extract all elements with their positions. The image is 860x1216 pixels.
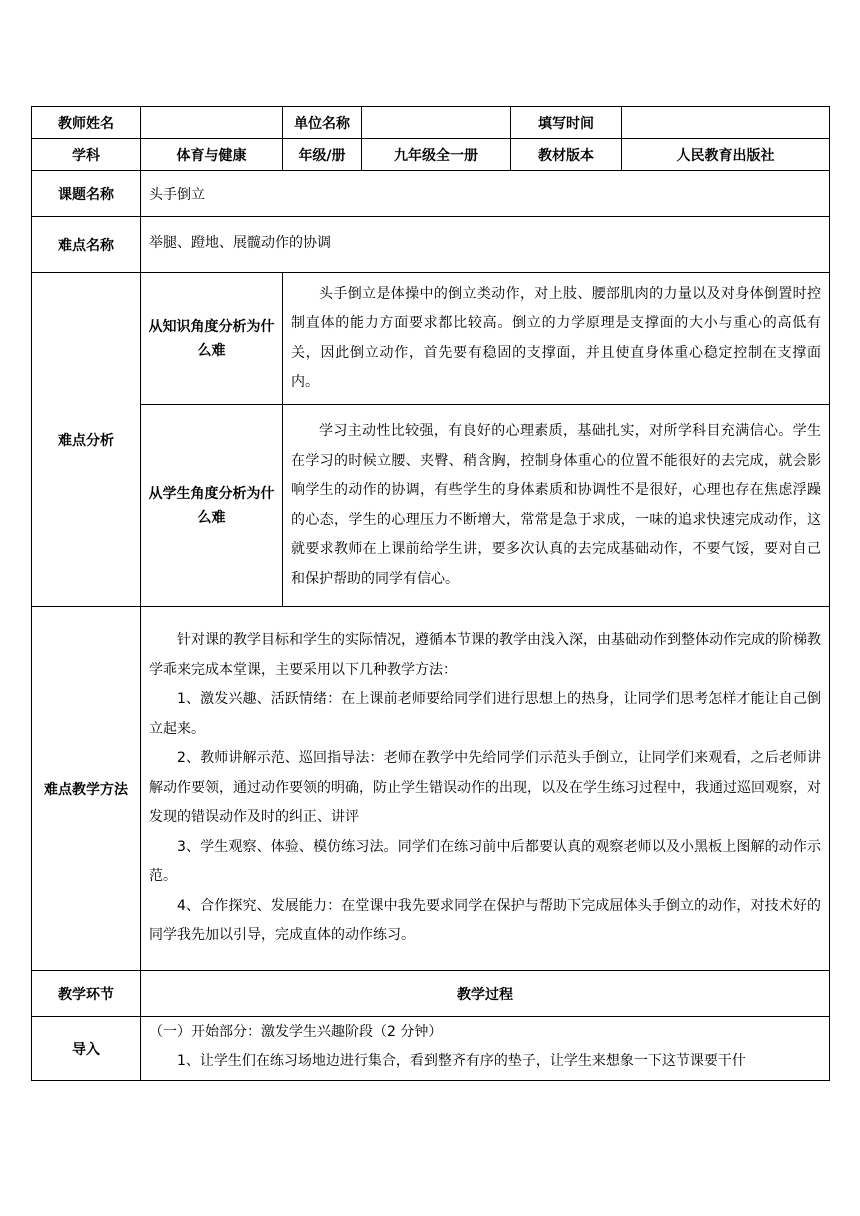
knowledge-angle-label: 从知识角度分析为什么难 <box>141 273 283 405</box>
edition-value: 人民教育出版社 <box>622 139 830 171</box>
fill-date-value <box>622 107 830 139</box>
methods-paragraph: 3、学生观察、体验、模仿练习法。同学们在练习前中后都要认真的观察老师以及小黑板上图解的动作示范。 <box>149 838 821 885</box>
stage-header: 教学环节 <box>32 971 141 1017</box>
methods-label: 难点教学方法 <box>32 607 141 971</box>
difficulty-value: 举腿、蹬地、展髋动作的协调 <box>141 217 830 273</box>
edition-label: 教材版本 <box>511 139 622 171</box>
knowledge-angle-text <box>283 273 830 405</box>
analysis-label: 难点分析 <box>32 273 141 607</box>
student-angle-paragraph: 学习主动性比较强，有良好的心理素质，基础扎实，对所学科目充满信心。学生在学习的时候立腰、夹臀、稍含胸，控制身体重心的位置不能很好的去完成，就会影响学生的动作的协调，有些学生的身体素质和协调性不是很好，心理也存在焦虑浮躁的心态，学生的心理压力不断增大，常常是急于求成，一味的追求快速完成动作，这就要求教师在上课前给学生讲，要多次认真的去完成基础动作，不要气馁，要对自己和保护帮助的同学有信心。 <box>291 423 821 587</box>
unit-name-label: 单位名称 <box>283 107 362 139</box>
analysis-student-row <box>32 405 830 607</box>
header-row-2 <box>32 139 830 171</box>
lesson-plan-table <box>31 106 830 1081</box>
difficulty-row <box>32 217 830 273</box>
process-header: 教学过程 <box>141 971 830 1017</box>
student-angle-text <box>283 405 830 607</box>
subject-label: 学科 <box>32 139 141 171</box>
student-angle-label: 从学生角度分析为什么难 <box>141 405 283 607</box>
topic-row <box>32 171 830 217</box>
methods-paragraph: 2、教师讲解示范、巡回指导法：老师在教学中先给同学们示范头手倒立，让同学们来观看，之后老师讲解动作要领，通过动作要领的明确，防止学生错误动作的出现，以及在学生练习过程中，我通过巡回观察，对发现的错误动作及时的纠正、讲评 <box>149 750 821 826</box>
teacher-name-value <box>141 107 283 139</box>
intro-label: 导入 <box>32 1017 141 1081</box>
grade-value: 九年级全一册 <box>362 139 511 171</box>
intro-line-2: 1、让学生们在练习场地边进行集合，看到整齐有序的垫子，让学生来想象一下这节课要干什 <box>177 1053 746 1069</box>
difficulty-label: 难点名称 <box>32 217 141 273</box>
methods-text <box>141 607 830 971</box>
methods-paragraph: 4、合作探究、发展能力：在堂课中我先要求同学在保护与帮助下完成屈体头手倒立的动作，对技术好的同学我先加以引导，完成直体的动作练习。 <box>149 897 821 944</box>
methods-paragraph: 针对课的教学目标和学生的实际情况，遵循本节课的教学由浅入深，由基础动作到整体动作完成的阶梯教学乖来完成本堂课，主要采用以下几种教学方法： <box>149 632 821 678</box>
subject-value: 体育与健康 <box>141 139 283 171</box>
analysis-knowledge-row <box>32 273 830 405</box>
methods-paragraph: 1、激发兴趣、活跃情绪：在上课前老师要给同学们进行思想上的热身，让同学们思考怎样才能让自己倒立起来。 <box>149 691 821 737</box>
methods-row <box>32 607 830 971</box>
teacher-name-label: 教师姓名 <box>32 107 141 139</box>
knowledge-angle-paragraph: 头手倒立是体操中的倒立类动作，对上肢、腰部肌肉的力量以及对身体倒置时控制直体的能力方面要求都比较高。倒立的力学原理是支撑面的大小与重心的高低有关，因此倒立动作，首先要有稳固的支撑面，并且使直身体重心稳定控制在支撑面内。 <box>291 285 821 390</box>
grade-label: 年级/册 <box>283 139 362 171</box>
intro-text <box>141 1017 830 1081</box>
header-row-1 <box>32 107 830 139</box>
process-header-row <box>32 971 830 1017</box>
topic-value: 头手倒立 <box>141 171 830 217</box>
unit-name-value <box>362 107 511 139</box>
topic-label: 课题名称 <box>32 171 141 217</box>
intro-line-1: （一）开始部分：激发学生兴趣阶段（2 分钟） <box>149 1024 443 1040</box>
fill-date-label: 填写时间 <box>511 107 622 139</box>
intro-row <box>32 1017 830 1081</box>
